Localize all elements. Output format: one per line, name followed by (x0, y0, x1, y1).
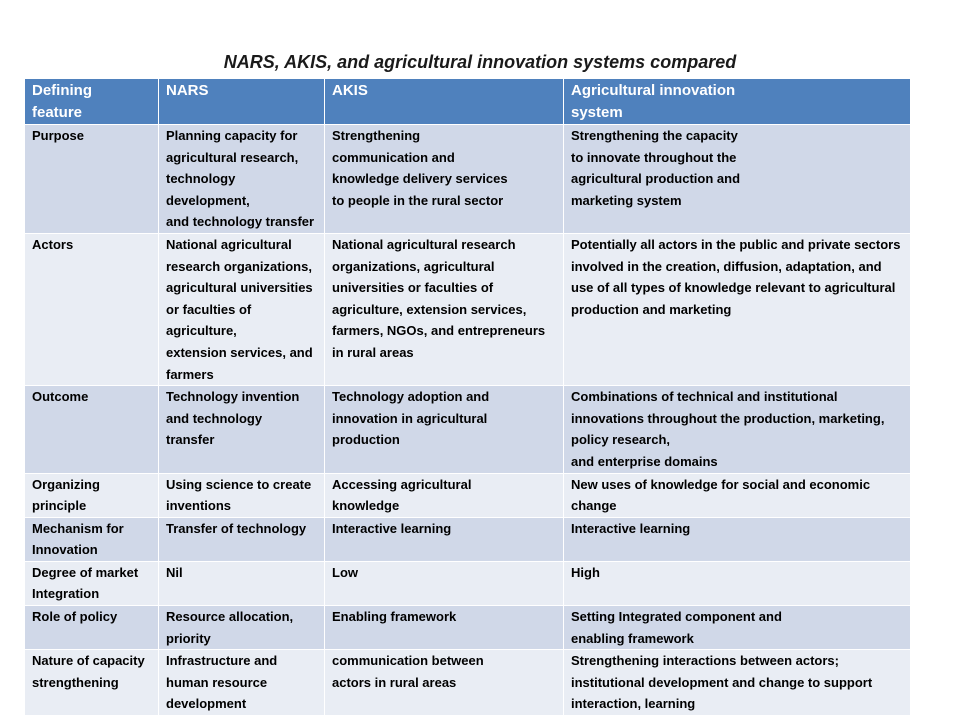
cell-role-of-policy-nars: Resource allocation, priority (159, 606, 325, 650)
cell-outcome-feature: Outcome (25, 386, 159, 473)
cell-actors-feature: Actors (25, 233, 159, 385)
cell-capacity-strengthening-akis: communication between actors in rural areas (325, 650, 564, 716)
cell-organizing-principle-feature: Organizing principle (25, 473, 159, 517)
cell-capacity-strengthening-ais: Strengthening interactions between actors; institutional development and change to support interaction, learning (564, 650, 911, 716)
cell-market-integration-akis: Low (325, 561, 564, 605)
row-nature-of-capacity-strengthening (25, 650, 911, 716)
cell-organizing-principle-ais: New uses of knowledge for social and economic change (564, 473, 911, 517)
cell-organizing-principle-nars: Using science to create inventions (159, 473, 325, 517)
table-header-row (25, 79, 911, 125)
header-agricultural-innovation-system: Agricultural innovation system (564, 79, 911, 125)
slide-title: NARS, AKIS, and agricultural innovation systems compared (223, 52, 737, 72)
cell-market-integration-ais: High (564, 561, 911, 605)
row-mechanism-for-innovation (25, 517, 911, 561)
cell-role-of-policy-akis: Enabling framework (325, 606, 564, 650)
cell-market-integration-nars: Nil (159, 561, 325, 605)
cell-market-integration-feature: Degree of market Integration (25, 561, 159, 605)
cell-actors-ais: Potentially all actors in the public and private sectors involved in the creation, diffusion, adaptation, and use of all types of knowledge relevant to agricultural production and marketing (564, 233, 911, 385)
cell-role-of-policy-feature: Role of policy (25, 606, 159, 650)
cell-capacity-strengthening-nars: Infrastructure and human resource development (159, 650, 325, 716)
row-degree-of-market-integration (25, 561, 911, 605)
cell-purpose-ais: Strengthening the capacity to innovate throughout the agricultural production and marketing system (564, 125, 911, 234)
cell-purpose-nars: Planning capacity for agricultural research, technology development, and technology transfer (159, 125, 325, 234)
row-outcome (25, 386, 911, 473)
cell-actors-nars: National agricultural research organizations, agricultural universities or faculties of agriculture, extension services, and farmers (159, 233, 325, 385)
cell-mechanism-nars: Transfer of technology (159, 517, 325, 561)
row-organizing-principle (25, 473, 911, 517)
cell-mechanism-ais: Interactive learning (564, 517, 911, 561)
header-nars: NARS (159, 79, 325, 125)
cell-mechanism-akis: Interactive learning (325, 517, 564, 561)
header-akis: AKIS (325, 79, 564, 125)
cell-capacity-strengthening-feature: Nature of capacity strengthening (25, 650, 159, 716)
cell-mechanism-feature: Mechanism for Innovation (25, 517, 159, 561)
row-role-of-policy (25, 606, 911, 650)
cell-outcome-nars: Technology invention and technology transfer (159, 386, 325, 473)
cell-purpose-akis: Strengthening communication and knowledge delivery services to people in the rural sector (325, 125, 564, 234)
comparison-table (24, 78, 911, 716)
row-actors (25, 233, 911, 385)
header-defining-feature: Defining feature (25, 79, 159, 125)
row-purpose (25, 125, 911, 234)
cell-outcome-ais: Combinations of technical and institutional innovations throughout the production, marketing, policy research, and enterprise domains (564, 386, 911, 473)
cell-organizing-principle-akis: Accessing agricultural knowledge (325, 473, 564, 517)
cell-actors-akis: National agricultural research organizations, agricultural universities or faculties of agriculture, extension services, farmers, NGOs, and entrepreneurs in rural areas (325, 233, 564, 385)
cell-role-of-policy-ais: Setting Integrated component and enabling framework (564, 606, 911, 650)
cell-purpose-feature: Purpose (25, 125, 159, 234)
cell-outcome-akis: Technology adoption and innovation in agricultural production (325, 386, 564, 473)
